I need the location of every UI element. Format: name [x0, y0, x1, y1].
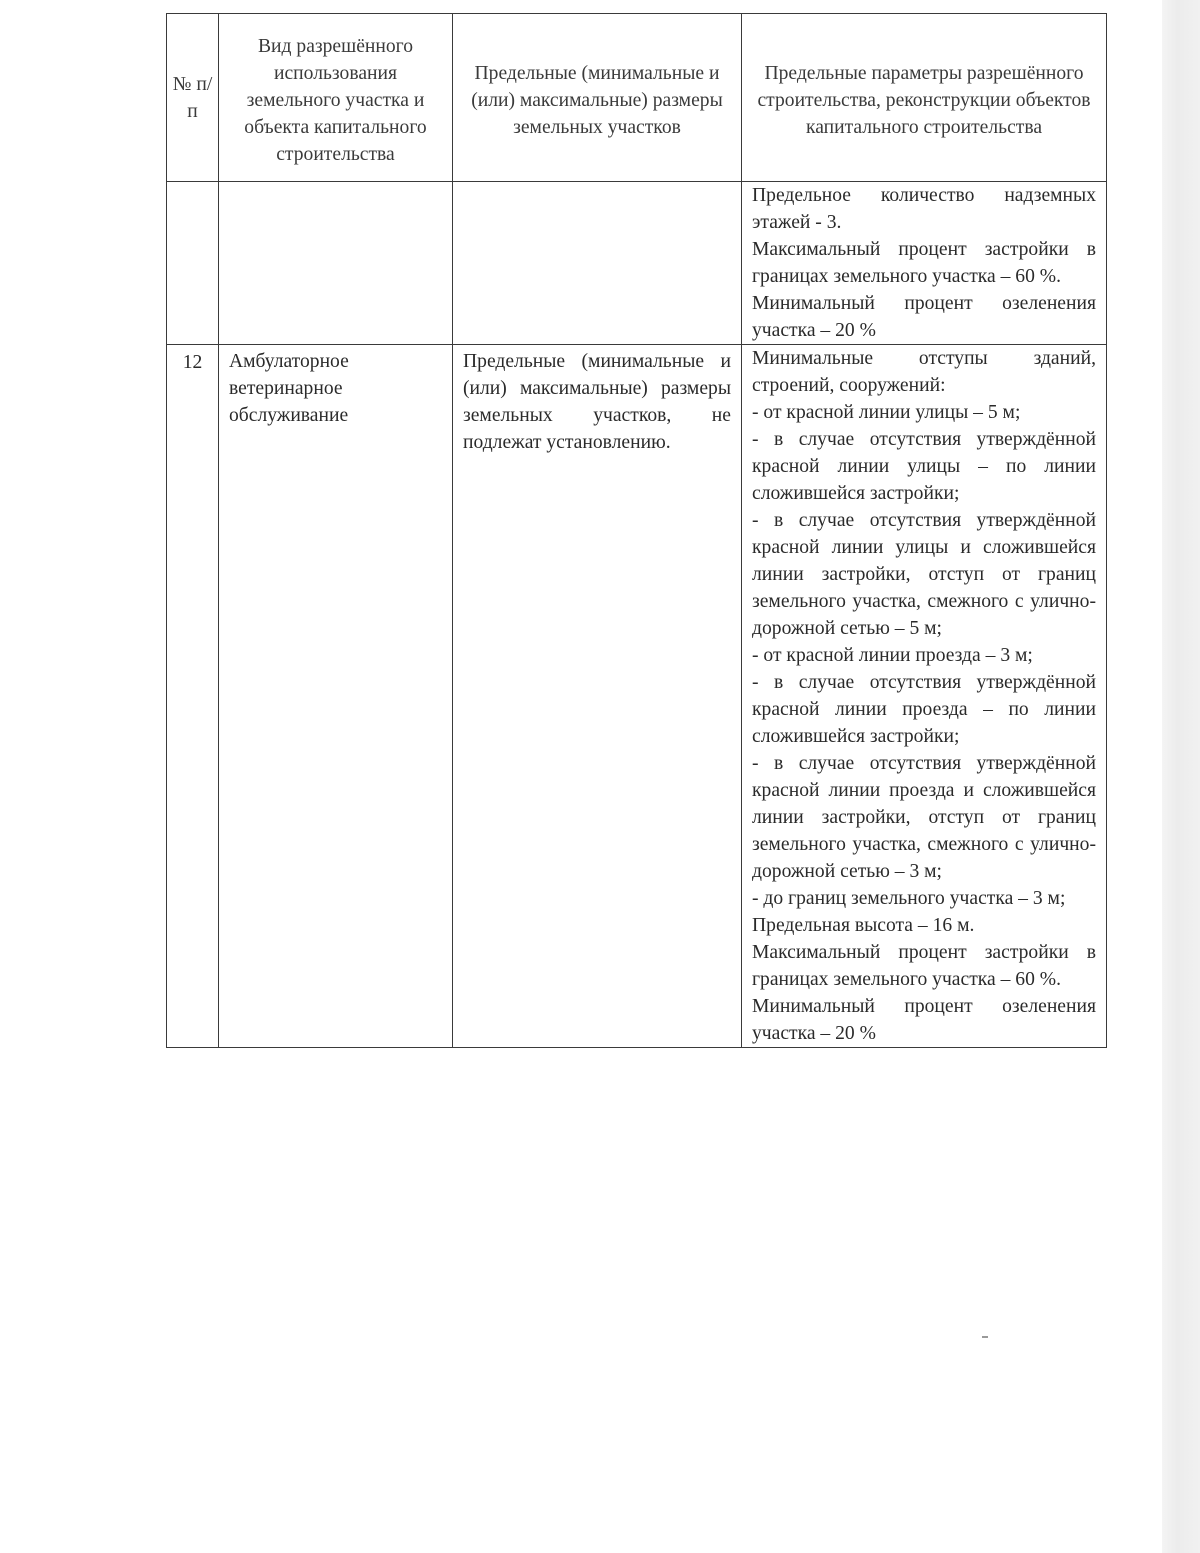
param-line: - в случае отсутствия утверждённой красной линии проезда – по линии сложившейся застройки;: [752, 672, 1096, 747]
param-line: - в случае отсутствия утверждённой красной линии улицы – по линии сложившейся застройки;: [752, 429, 1096, 504]
cell-plot-sizes: Предельные (минимальные и (или) максимальные) размеры земельных участков, не подлежат установлению.: [453, 345, 742, 1048]
param-line: Максимальный процент застройки в границах земельного участка – 60 %.: [752, 942, 1096, 990]
param-line: - от красной линии улицы – 5 м;: [752, 402, 1021, 423]
cell-construction-params: [742, 182, 1107, 345]
table-row-12: [167, 345, 1107, 1048]
param-line: Минимальные отступы зданий, строений, сооружений:: [752, 348, 1096, 396]
table-row-continuation: [167, 182, 1107, 345]
cell-num: 12: [167, 345, 219, 1048]
header-construction-params: Предельные параметры разрешённого строительства, реконструкции объектов капитального строительства: [742, 14, 1107, 182]
param-line: Максимальный процент застройки в границах земельного участка – 60 %.: [752, 239, 1096, 287]
param-line: Предельная высота – 16 м.: [752, 915, 975, 936]
scan-speck: [982, 1336, 988, 1338]
scan-edge-shadow: [1162, 0, 1200, 1553]
header-usage-type: Вид разрешённого использования земельного участка и объекта капитального строительства: [219, 14, 453, 182]
param-line: - от красной линии проезда – 3 м;: [752, 645, 1033, 666]
cell-num: [167, 182, 219, 345]
cell-construction-params: [742, 345, 1107, 1048]
regulations-table: [166, 13, 1107, 1048]
param-line: - в случае отсутствия утверждённой красной линии проезда и сложившейся линии застройки, отступ от границ земельного участка, смежного с улично-дорожной сетью – 3 м;: [752, 753, 1096, 882]
cell-plot-sizes: [453, 182, 742, 345]
table-header-row: [167, 14, 1107, 182]
param-line: Минимальный процент озеленения участка – 20 %: [752, 996, 1096, 1044]
cell-usage-type: [219, 182, 453, 345]
param-line: - в случае отсутствия утверждённой красной линии улицы и сложившейся линии застройки, отступ от границ земельного участка, смежного с улично-дорожной сетью – 5 м;: [752, 510, 1096, 639]
header-num: № п/п: [167, 14, 219, 182]
param-line: Предельное количество надземных этажей - 3.: [752, 185, 1096, 233]
header-plot-sizes: Предельные (минимальные и (или) максимальные) размеры земельных участков: [453, 14, 742, 182]
param-line: - до границ земельного участка – 3 м;: [752, 888, 1066, 909]
cell-usage-type: Амбулаторное ветеринарное обслуживание: [219, 345, 453, 1048]
param-line: Минимальный процент озеленения участка – 20 %: [752, 293, 1096, 341]
